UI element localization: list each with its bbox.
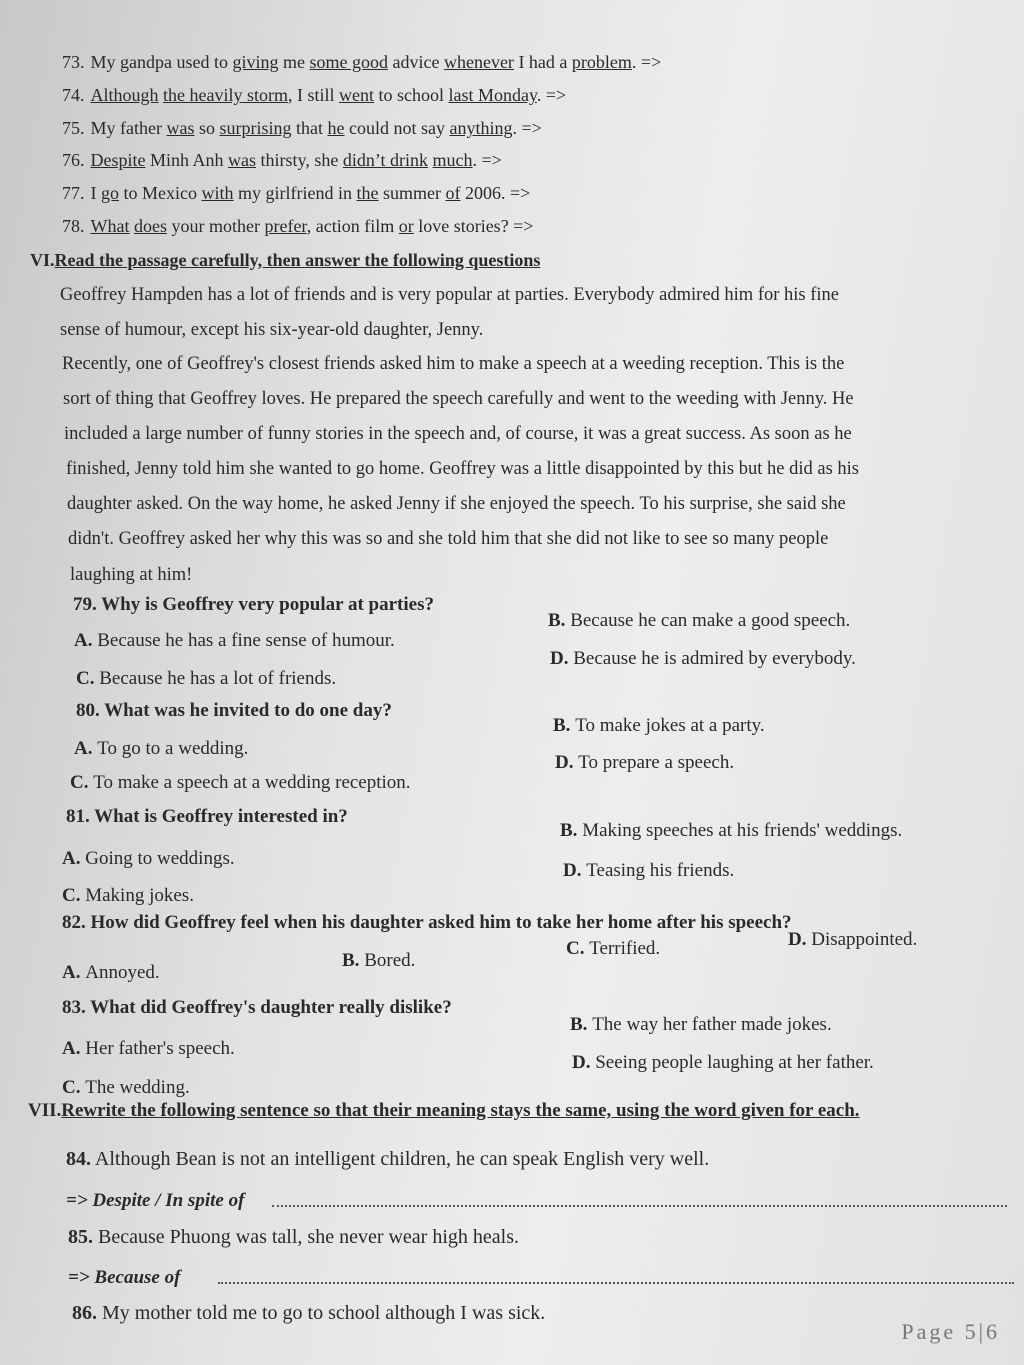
underlined-word: What [90, 216, 130, 236]
answer-option-b[interactable] [560, 820, 902, 842]
item-85-cue: => Because of [68, 1267, 181, 1288]
option-text: Because he can make a good speech. [570, 610, 851, 631]
section-vi-heading [30, 250, 540, 271]
item-text: could not say [344, 118, 450, 138]
item-number: 75. [62, 118, 85, 138]
underlined-word: whenever [443, 52, 514, 72]
page-number: Page 5|6 [901, 1319, 1000, 1344]
option-letter: D. [788, 929, 812, 950]
option-text: The way her father made jokes. [592, 1014, 832, 1035]
option-text: Making jokes. [85, 885, 194, 906]
option-letter: B. [548, 610, 571, 631]
item-text: My father [90, 118, 167, 138]
answer-option-c[interactable] [62, 885, 194, 907]
answer-option-b[interactable] [553, 715, 765, 737]
item-85: 85. Because Phuong was tall, she never wear high heals. [68, 1226, 519, 1248]
answer-option-d[interactable] [563, 860, 734, 882]
option-letter: D. [550, 648, 574, 669]
underlined-word: of [445, 183, 461, 203]
underlined-word: does [133, 216, 167, 236]
answer-option-c[interactable] [70, 772, 411, 794]
section-vii-roman: VII. [28, 1100, 62, 1121]
question-82: 82. How did Geoffrey feel when his daughter asked him to take her home after his speech? [62, 912, 792, 933]
section-vii-title: Rewrite the following sentence so that their meaning stays the same, using the word given for each. [61, 1100, 860, 1121]
item-text: thirsty, she [256, 150, 343, 170]
rewrite-item [62, 52, 661, 73]
section-vi-title: Read the passage carefully, then answer the following questions [54, 250, 541, 270]
option-letter: A. [62, 848, 86, 869]
item-text: . => [472, 150, 502, 170]
rewrite-item [62, 85, 566, 106]
item-text: love stories? => [413, 216, 534, 236]
answer-option-d[interactable] [550, 648, 856, 670]
question-81: 81. What is Geoffrey interested in? [66, 806, 348, 827]
option-text: Her father's speech. [85, 1038, 235, 1059]
option-letter: B. [570, 1014, 593, 1035]
option-letter: C. [62, 885, 86, 906]
section-vii-heading [28, 1100, 860, 1122]
answer-option-c[interactable] [566, 938, 660, 960]
answer-option-a[interactable] [62, 962, 160, 984]
passage-line: sort of thing that Geoffrey loves. He prepared the speech carefully and went to the weeding with Jenny. He [63, 389, 854, 409]
underlined-word: Despite [90, 150, 146, 170]
item-86: 86. My mother told me to go to school although I was sick. [72, 1302, 546, 1324]
option-letter: D. [563, 860, 587, 881]
answer-option-c[interactable] [62, 1077, 190, 1099]
option-letter: A. [74, 738, 98, 759]
rewrite-item [62, 118, 542, 139]
question-80: 80. What was he invited to do one day? [76, 700, 392, 721]
answer-option-b[interactable] [342, 950, 415, 972]
item-text: . => [631, 52, 662, 72]
item-number: 78. [62, 216, 85, 236]
underlined-word: some good [309, 52, 388, 72]
item-text: 2006. => [460, 183, 531, 203]
underlined-word: Although [90, 85, 159, 105]
option-letter: C. [76, 668, 100, 689]
option-letter: A. [62, 962, 86, 983]
option-letter: C. [70, 772, 94, 793]
passage-line: Recently, one of Geoffrey's closest friends asked him to make a speech at a weeding reception. This is the [62, 354, 845, 374]
item-text: . => [536, 85, 567, 105]
option-letter: C. [62, 1077, 86, 1098]
option-text: Because he is admired by everybody. [573, 648, 856, 669]
question-83: 83. What did Geoffrey's daughter really dislike? [62, 997, 452, 1018]
underlined-word: the [356, 183, 379, 203]
passage-line: sense of humour, except his six-year-old daughter, Jenny. [60, 320, 484, 340]
option-text: Because he has a lot of friends. [99, 668, 337, 689]
underlined-word: with [201, 183, 234, 203]
underlined-word: giving [232, 52, 279, 72]
option-text: To prepare a speech. [578, 752, 735, 773]
answer-option-d[interactable] [572, 1052, 874, 1074]
item-number: 74. [62, 85, 85, 105]
rewrite-item [62, 150, 502, 171]
option-text: To go to a wedding. [97, 738, 249, 759]
item-text: advice [388, 52, 444, 72]
underlined-word: problem [571, 52, 632, 72]
item-text: Minh Anh [145, 150, 228, 170]
answer-option-a[interactable] [74, 738, 248, 760]
option-letter: B. [553, 715, 576, 736]
item-text: that [291, 118, 328, 138]
underlined-word: surprising [219, 118, 292, 138]
answer-option-d[interactable] [788, 929, 917, 951]
item-text: so [194, 118, 220, 138]
option-letter: B. [560, 820, 583, 841]
item-text: my girlfriend in [233, 183, 357, 203]
underlined-word: the heavily storm [163, 85, 288, 105]
answer-option-a[interactable] [62, 848, 235, 870]
option-letter: D. [555, 752, 579, 773]
passage-line: laughing at him! [70, 565, 193, 585]
rewrite-item [62, 183, 530, 204]
option-text: Going to weddings. [85, 848, 235, 869]
answer-option-a[interactable] [74, 630, 395, 652]
underlined-word: was [166, 118, 195, 138]
option-text: Disappointed. [811, 929, 918, 950]
item-84-cue: => Despite / In spite of [66, 1190, 245, 1211]
item-number: 76. [62, 150, 85, 170]
option-text: Terrified. [589, 938, 661, 959]
underlined-word: went [339, 85, 375, 105]
underlined-word: prefer [264, 216, 307, 236]
answer-option-c[interactable] [76, 668, 336, 690]
underlined-word: didn’t drink [342, 150, 428, 170]
item-text: I [90, 183, 101, 203]
item-number: 73. [62, 52, 85, 72]
item-text: My gandpa used to [90, 52, 233, 72]
passage-line: finished, Jenny told him she wanted to go home. Geoffrey was a little disappointed by this but he did as his [66, 459, 859, 479]
option-text: Because he has a fine sense of humour. [97, 630, 395, 651]
option-text: To make a speech at a wedding reception. [93, 772, 411, 793]
item-84: 84. Although Bean is not an intelligent children, he can speak English very well. [66, 1148, 710, 1170]
answer-option-d[interactable] [555, 752, 734, 774]
underlined-word: last Monday [448, 85, 537, 105]
option-letter: C. [566, 938, 590, 959]
answer-option-b[interactable] [548, 610, 850, 632]
rewrite-item [62, 216, 533, 237]
section-vi-roman: VI. [30, 250, 55, 270]
underlined-word: or [398, 216, 414, 236]
answer-line-85[interactable] [218, 1282, 1014, 1284]
passage-line: Geoffrey Hampden has a lot of friends and is very popular at parties. Everybody admired him for his fine [60, 285, 839, 305]
item-text: , I still [288, 85, 340, 105]
underlined-word: anything [449, 118, 513, 138]
answer-line-84[interactable] [272, 1205, 1007, 1207]
passage-line: daughter asked. On the way home, he asked Jenny if she enjoyed the speech. To his surprise, she said she [67, 494, 846, 514]
option-text: Making speeches at his friends' weddings. [582, 820, 903, 841]
option-letter: A. [74, 630, 98, 651]
answer-option-a[interactable] [62, 1038, 235, 1060]
option-letter: D. [572, 1052, 596, 1073]
question-79: 79. Why is Geoffrey very popular at parties? [73, 594, 434, 615]
item-text: your mother [166, 216, 265, 236]
option-text: The wedding. [85, 1077, 190, 1098]
item-text: to school [374, 85, 449, 105]
item-text: , action film [306, 216, 399, 236]
passage-line: included a large number of funny stories in the speech and, of course, it was a great success. As soon as he [64, 424, 852, 444]
item-text: me [278, 52, 310, 72]
answer-option-b[interactable] [570, 1014, 832, 1036]
underlined-word: was [228, 150, 256, 170]
item-text: . => [512, 118, 542, 138]
option-text: Annoyed. [85, 962, 160, 983]
option-text: To make jokes at a party. [575, 715, 765, 736]
passage-line: didn't. Geoffrey asked her why this was so and she told him that she did not like to see so many people [68, 529, 829, 549]
option-text: Bored. [364, 950, 416, 971]
option-text: Seeing people laughing at her father. [595, 1052, 874, 1073]
item-text: to Mexico [119, 183, 202, 203]
underlined-word: much [432, 150, 473, 170]
option-text: Teasing his friends. [586, 860, 735, 881]
item-text: summer [378, 183, 446, 203]
option-letter: B. [342, 950, 365, 971]
underlined-word: go [101, 183, 119, 203]
option-letter: A. [62, 1038, 86, 1059]
item-text: I had a [513, 52, 572, 72]
item-number: 77. [62, 183, 85, 203]
underlined-word: he [327, 118, 345, 138]
